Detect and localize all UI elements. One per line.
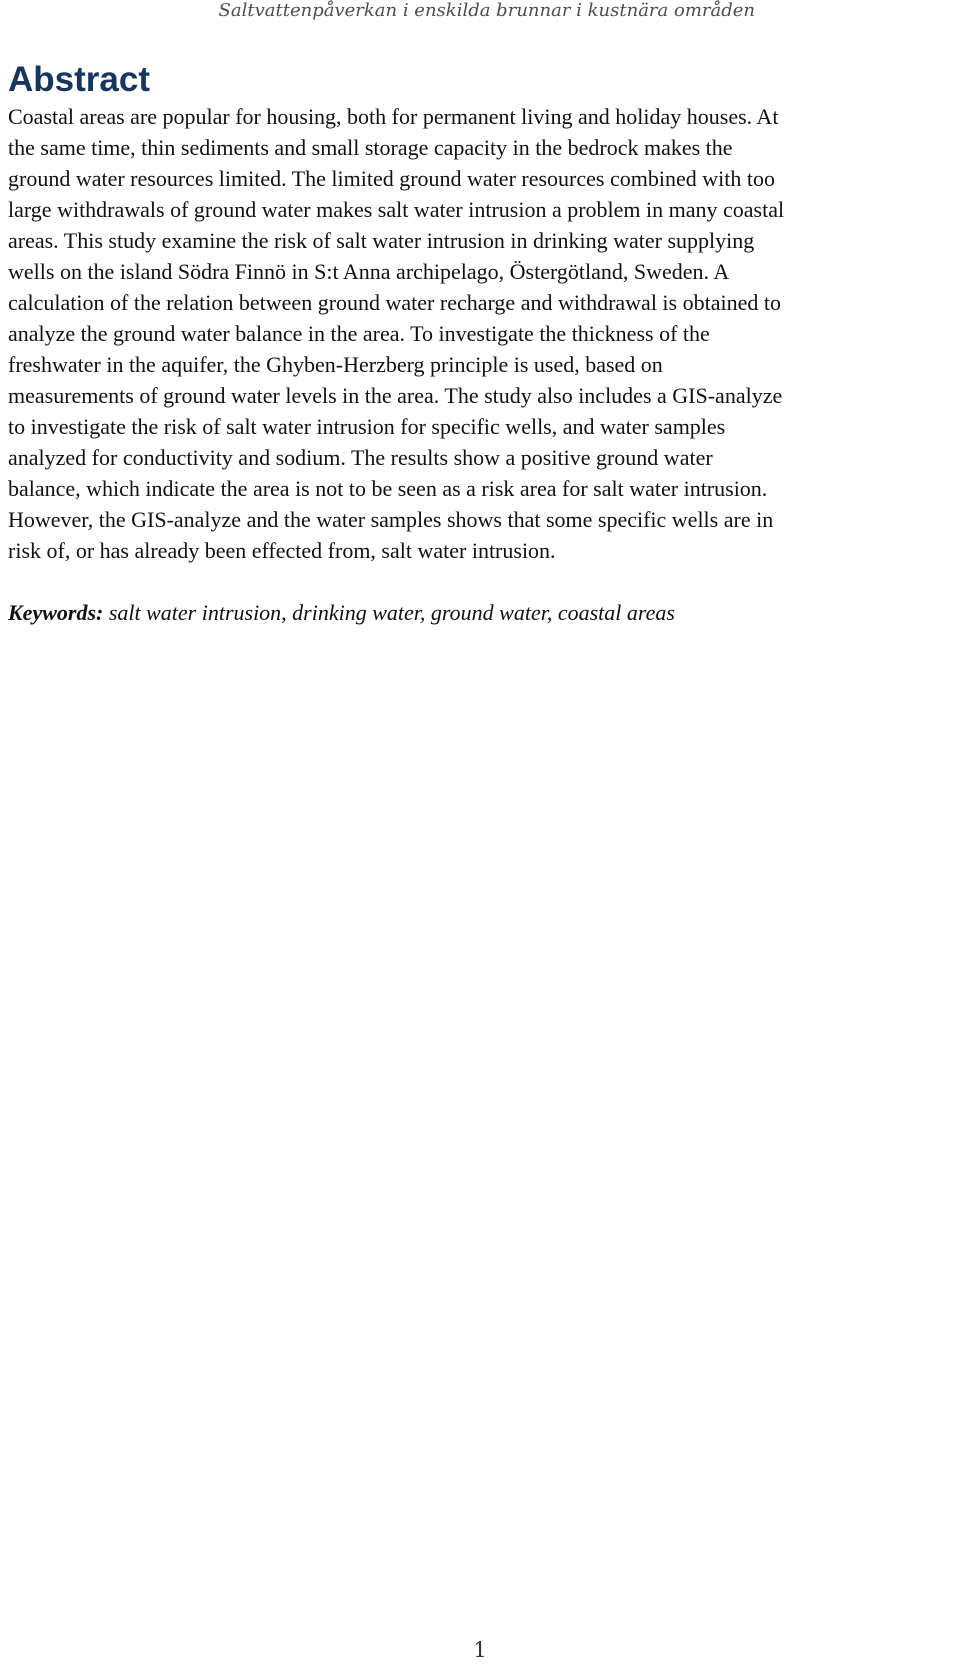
keywords-text: salt water intrusion, drinking water, ground water, coastal areas bbox=[108, 600, 675, 625]
abstract-line: However, the GIS-analyze and the water samples shows that some specific wells are in bbox=[8, 507, 774, 532]
page-number: 1 bbox=[473, 1638, 487, 1662]
abstract-line: to investigate the risk of salt water intrusion for specific wells, and water samples bbox=[8, 414, 726, 439]
abstract-line: calculation of the relation between ground water recharge and withdrawal is obtained to bbox=[8, 290, 781, 315]
abstract-line: analyzed for conductivity and sodium. The results show a positive ground water bbox=[8, 445, 713, 470]
abstract-line: measurements of ground water levels in the area. The study also includes a GIS-analyze bbox=[8, 383, 783, 408]
abstract-line: freshwater in the aquifer, the Ghyben-Herzberg principle is used, based on bbox=[8, 352, 663, 377]
abstract-line: areas. This study examine the risk of salt water intrusion in drinking water supplying bbox=[8, 228, 755, 253]
abstract-heading: Abstract bbox=[8, 60, 150, 99]
keywords-label: Keywords: bbox=[8, 600, 104, 625]
running-header: Saltvattenpåverkan i enskilda brunnar i kustnära områden bbox=[218, 0, 755, 21]
abstract-line: risk of, or has already been effected from, salt water intrusion. bbox=[8, 538, 556, 563]
abstract-line: large withdrawals of ground water makes salt water intrusion a problem in many coastal bbox=[8, 197, 785, 222]
abstract-line: the same time, thin sediments and small storage capacity in the bedrock makes the bbox=[8, 135, 733, 160]
abstract-body bbox=[8, 101, 960, 566]
abstract-line: ground water resources limited. The limited ground water resources combined with too bbox=[8, 166, 775, 191]
abstract-line: wells on the island Södra Finnö in S:t Anna archipelago, Östergötland, Sweden. A bbox=[8, 259, 730, 284]
keywords bbox=[8, 597, 675, 628]
abstract-line: Coastal areas are popular for housing, both for permanent living and holiday houses. At bbox=[8, 104, 779, 129]
abstract-line: analyze the ground water balance in the area. To investigate the thickness of the bbox=[8, 321, 710, 346]
abstract-line: balance, which indicate the area is not to be seen as a risk area for salt water intrusion. bbox=[8, 476, 768, 501]
